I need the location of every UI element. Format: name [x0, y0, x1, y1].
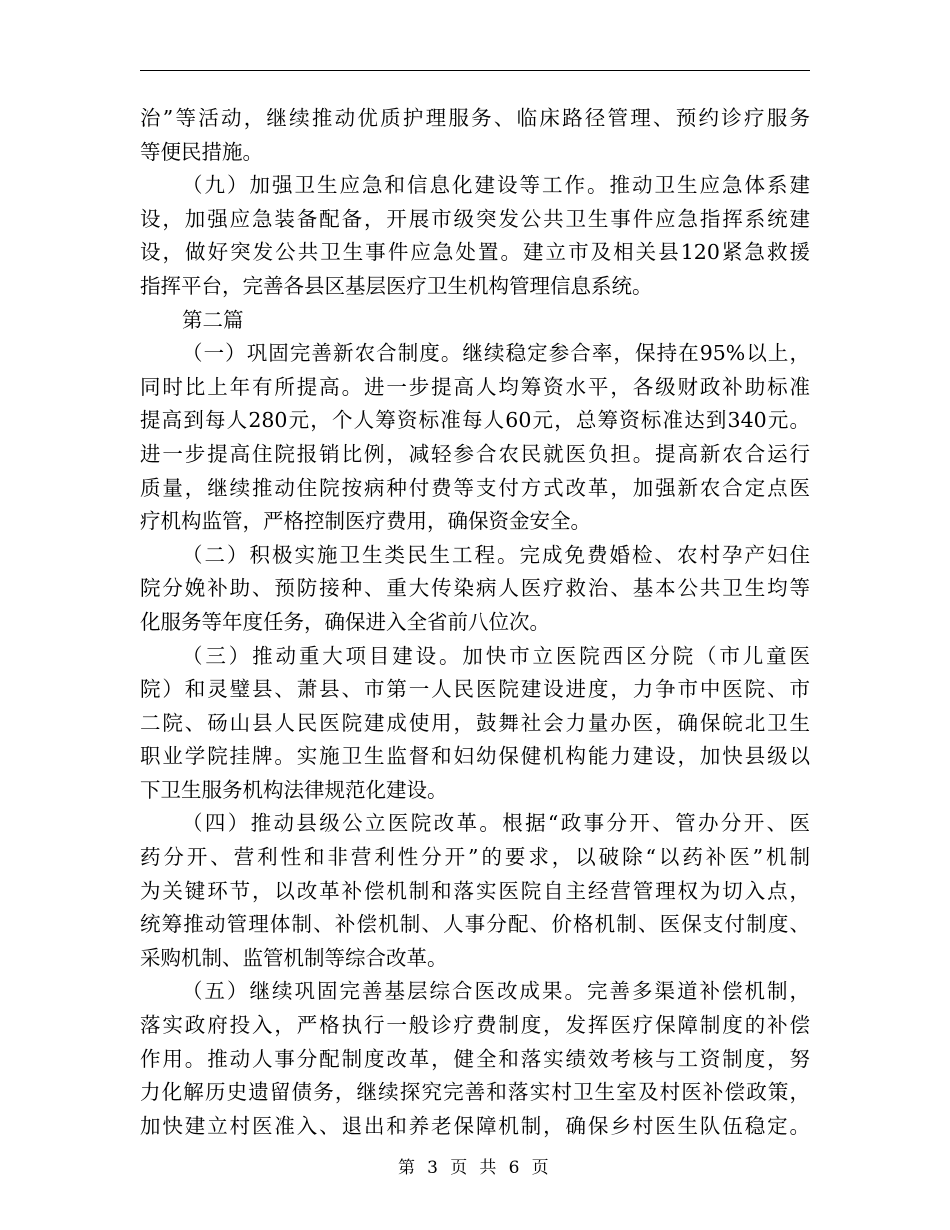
body-text — [140, 102, 810, 1143]
page-number-footer: 第 3 页 共 6 页 — [397, 1158, 553, 1178]
text-line: 职业学院挂牌。实施卫生监督和妇幼保健机构能力建设，加快县级以 — [140, 744, 810, 769]
text-line: 等便民措施。 — [140, 139, 263, 164]
text-line: 采购机制、监管机制等综合改革。 — [140, 945, 448, 970]
text-line: （一）巩固完善新农合制度。继续稳定参合率，保持在95%以上， — [182, 341, 810, 366]
text-line: （三）推动重大项目建设。加快市立医院西区分院（市儿童医 — [182, 643, 810, 668]
text-line: 指挥平台，完善各县区基层医疗卫生机构管理信息系统。 — [140, 273, 653, 298]
text-line: 加快建立村医准入、退出和养老保障机制，确保乡村医生队伍稳定。 — [140, 1113, 810, 1138]
text-line: 力化解历史遗留债务，继续探究完善和落实村卫生室及村医补偿政策， — [140, 1080, 810, 1105]
section-heading: 第二篇 — [182, 307, 244, 332]
text-line: （四）推动县级公立医院改革。根据“政事分开、管办分开、医 — [182, 811, 810, 836]
text-line: 为关键环节，以改革补偿机制和落实医院自主经营管理权为切入点， — [140, 878, 810, 903]
text-line: （二）积极实施卫生类民生工程。完成免费婚检、农村孕产妇住 — [182, 542, 810, 567]
text-line: 化服务等年度任务，确保进入全省前八位次。 — [140, 609, 550, 634]
text-line: 统筹推动管理体制、补偿机制、人事分配、价格机制、医保支付制度、 — [140, 912, 810, 937]
text-line: 院）和灵璧县、萧县、市第一人民医院建设进度，力争市中医院、市 — [140, 677, 810, 702]
text-line: 设，加强应急装备配备，开展市级突发公共卫生事件应急指挥系统建 — [140, 206, 810, 231]
text-line: 落实政府投入，严格执行一般诊疗费制度，发挥医疗保障制度的补偿 — [140, 1013, 810, 1038]
text-line: 治”等活动，继续推动优质护理服务、临床路径管理、预约诊疗服务 — [140, 106, 810, 130]
text-line: （九）加强卫生应急和信息化建设等工作。推动卫生应急体系建 — [182, 173, 810, 198]
text-line: 下卫生服务机构法律规范化建设。 — [140, 777, 448, 802]
text-line: 设，做好突发公共卫生事件应急处置。建立市及相关县120紧急救援 — [140, 240, 810, 265]
text-line: 作用。推动人事分配制度改革，健全和落实绩效考核与工资制度，努 — [140, 1046, 810, 1071]
text-line: 提高到每人280元，个人筹资标准每人60元，总筹资标准达到340元。 — [140, 408, 810, 433]
text-line: 二院、砀山县人民医院建成使用，鼓舞社会力量办医，确保皖北卫生 — [140, 710, 810, 735]
text-line: 同时比上年有所提高。进一步提高人均筹资水平，各级财政补助标准 — [140, 374, 810, 399]
text-line: 进一步提高住院报销比例，减轻参合农民就医负担。提高新农合运行 — [140, 441, 810, 466]
header-rule — [140, 70, 810, 71]
text-line: 院分娩补助、预防接种、重大传染病人医疗救治、基本公共卫生均等 — [140, 576, 810, 601]
text-line: 药分开、营利性和非营利性分开”的要求，以破除“以药补医”机制 — [140, 845, 810, 870]
text-line: 质量，继续推动住院按病种付费等支付方式改革，加强新农合定点医 — [140, 475, 810, 500]
text-line: （五）继续巩固完善基层综合医改成果。完善多渠道补偿机制， — [182, 979, 810, 1004]
text-line: 疗机构监管，严格控制医疗费用，确保资金安全。 — [140, 509, 591, 534]
